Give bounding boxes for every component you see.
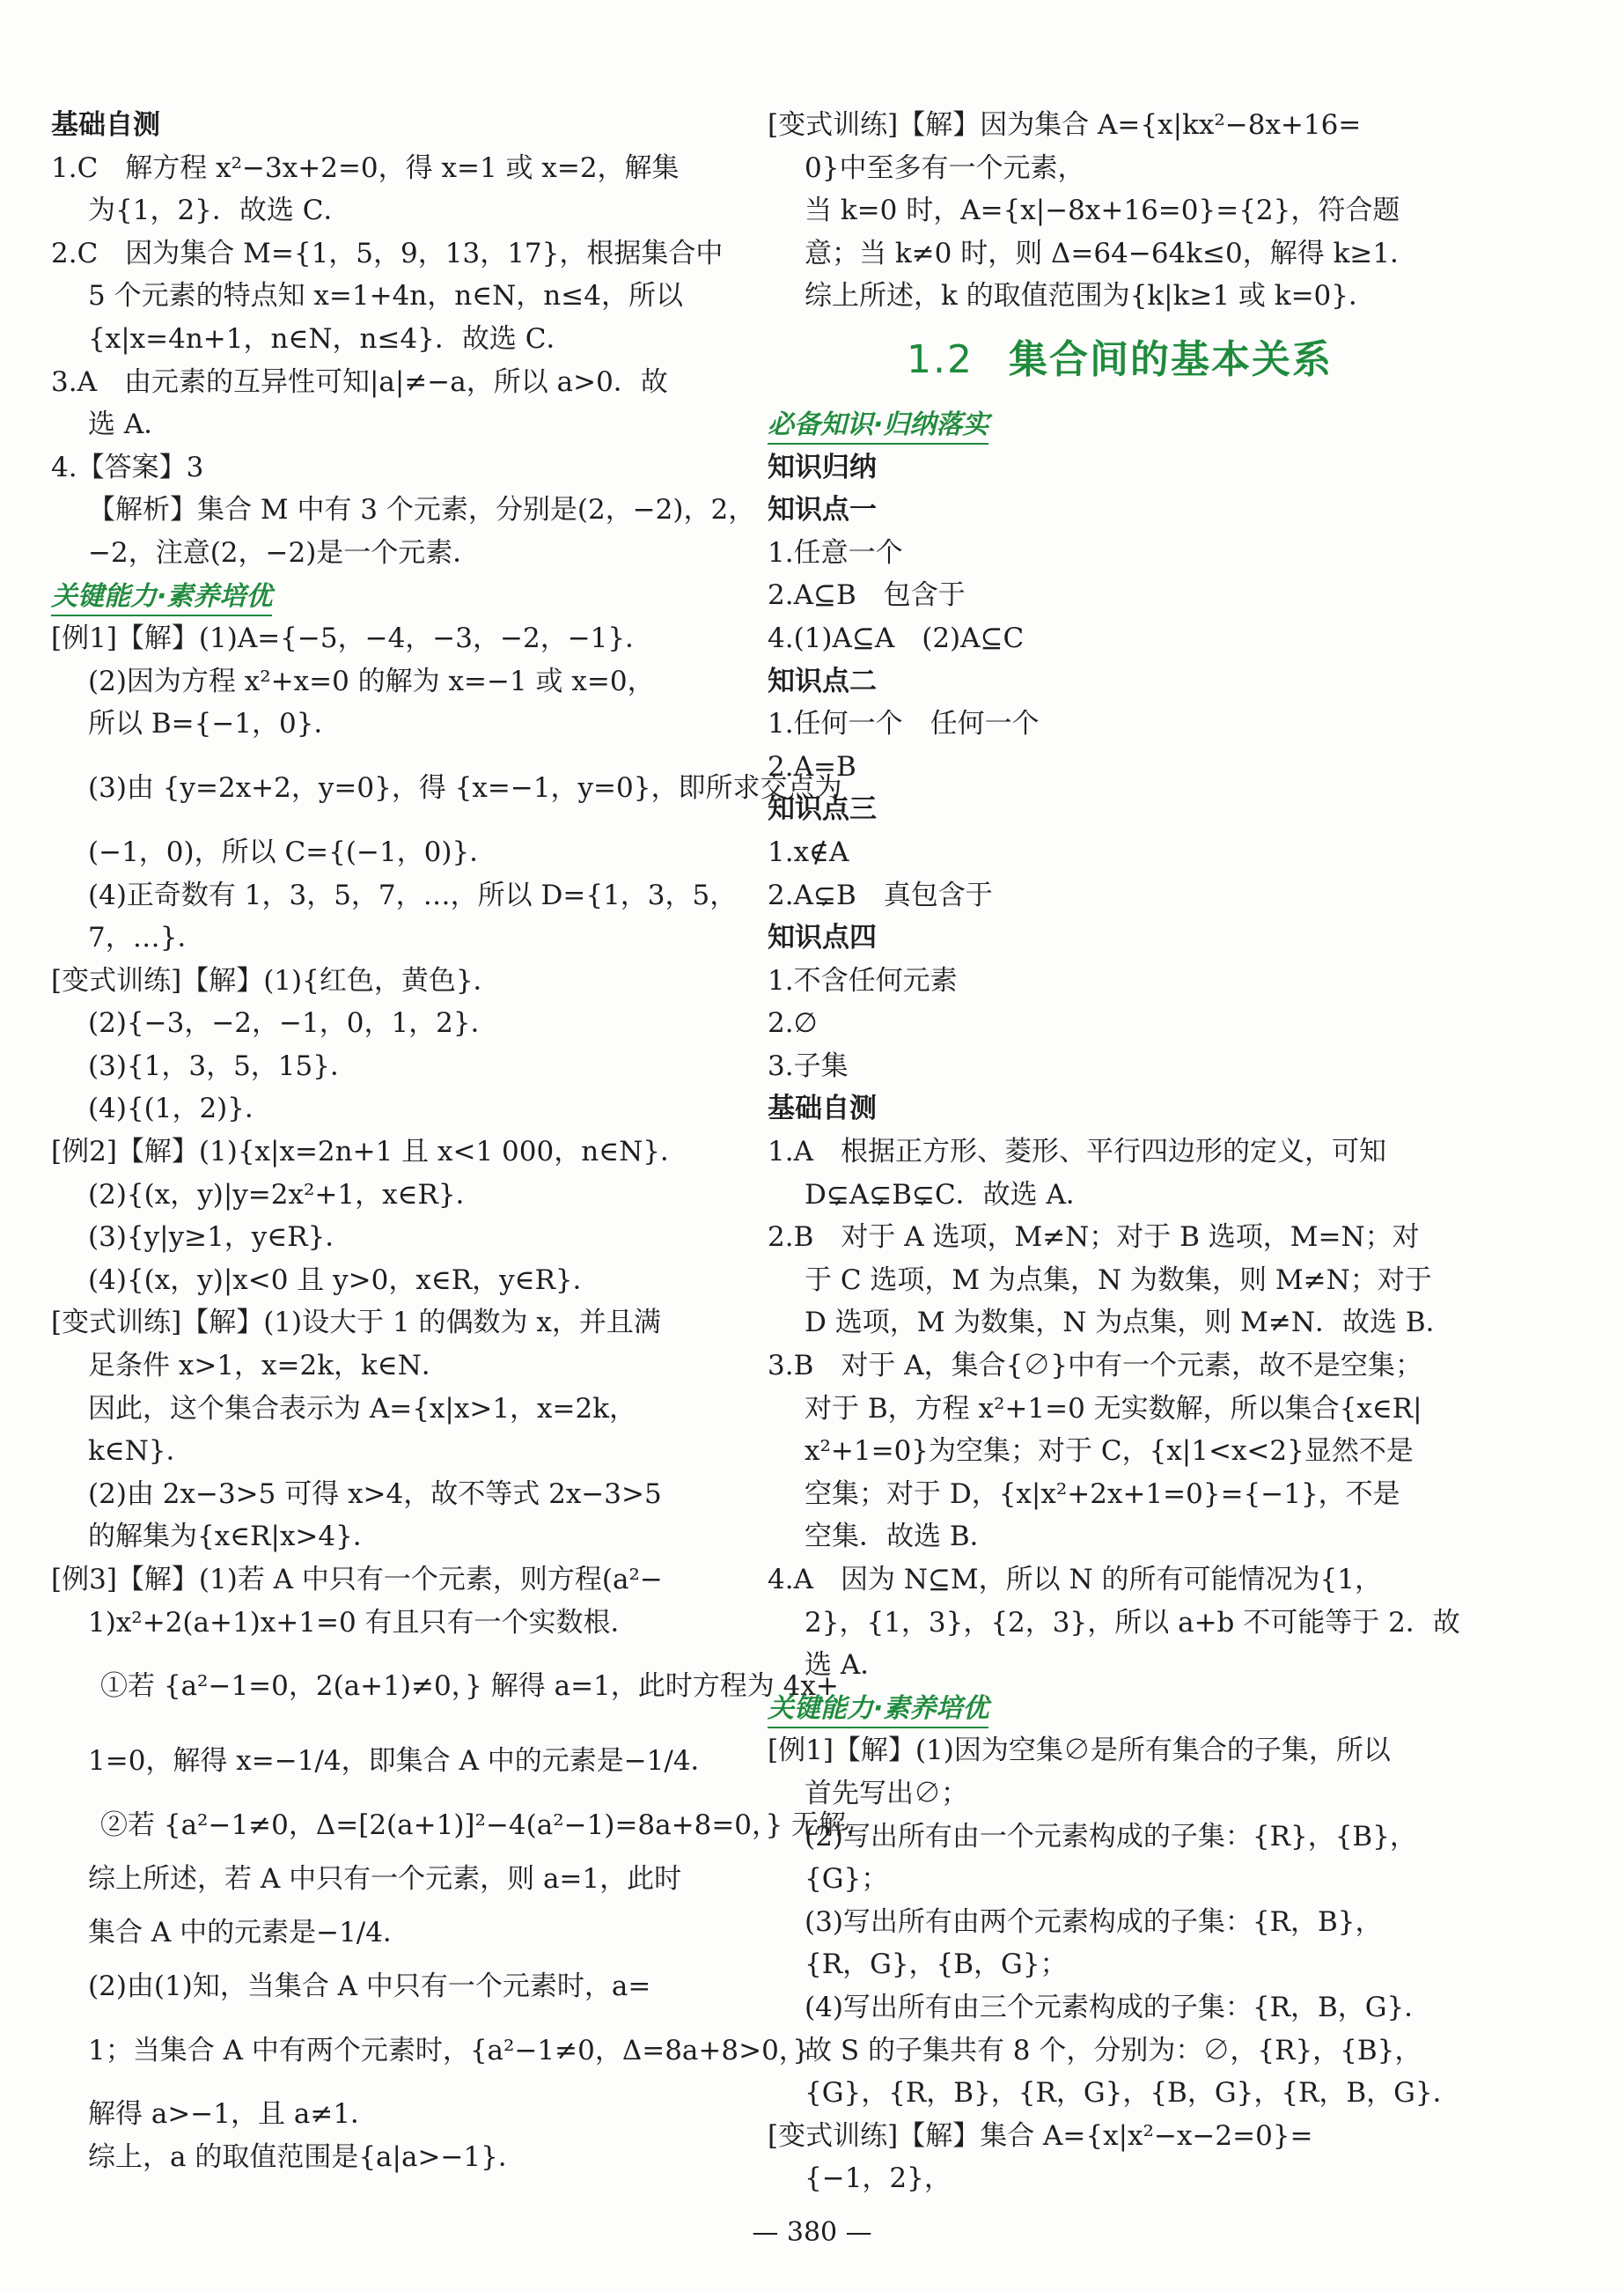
text-line: 综上所述，若 A 中只有一个元素，则 a=1，此时 [88, 1863, 682, 1896]
text-line: (4){(1，2)}． [88, 1093, 272, 1125]
text-line: k∈N}． [88, 1435, 194, 1468]
text-line: 足条件 x>1，x=2k，k∈N． [88, 1350, 449, 1382]
text-line: 2.B 对于 A 选项，M≠N；对于 B 选项，M=N；对 [768, 1221, 1420, 1254]
text-line: 1.x∉A [768, 836, 849, 868]
text-line: (4){(x，y)|x<0 且 y>0，x∈R，y∈R}． [88, 1263, 600, 1296]
chapter-title [768, 318, 1472, 403]
text-line: 7，…}． [88, 922, 205, 954]
text-line: 3.子集 [768, 1050, 849, 1082]
text-line: 4.(1)A⊆A (2)A⊆C [768, 622, 1025, 654]
text-line: [例1]【解】(1)因为空集∅是所有集合的子集，所以 [768, 1735, 1391, 1767]
text-line: 因此，这个集合表示为 A={x|x>1，x=2k， [88, 1392, 637, 1425]
text-line: [变式训练]【解】(1){红色，黄色}． [51, 964, 501, 997]
chapter-number: 1.2 [907, 337, 974, 383]
text-line: ①若 {a²−1=0，2(a+1)≠0，} 解得 a=1，此时方程为 4x+ [100, 1670, 839, 1703]
text-line: 1.C 解方程 x²−3x+2=0，得 x=1 或 x=2，解集 [51, 151, 680, 184]
text-line: [变式训练]【解】因为集合 A={x|kx²−8x+16= [768, 109, 1362, 141]
text-line: (4)正奇数有 1，3，5，7，…，所以 D={1，3，5， [88, 879, 738, 911]
subheading: 知识点四 [768, 922, 877, 954]
page-number: — 380 — [752, 2217, 872, 2248]
text-line: {G}，{R，B}，{R，G}，{B，G}，{R，B，G}． [805, 2077, 1460, 2110]
text-line: (3){1，3，5，15}． [88, 1050, 357, 1082]
text-line: 解得 a>−1，且 a≠1． [88, 2098, 378, 2131]
text-line: −2，注意(2，−2)是一个元素． [88, 536, 481, 569]
subheading: 知识点二 [768, 665, 877, 697]
subheading: 基础自测 [51, 109, 160, 141]
section-heading: 必备知识·归纳落实 [768, 408, 988, 445]
section-heading: 关键能力·素养培优 [768, 1691, 988, 1728]
subheading: 知识点一 [768, 494, 877, 527]
text-line: 综上，a 的取值范围是{a|a>−1}． [88, 2140, 525, 2173]
text-line: 选 A． [805, 1649, 888, 1682]
text-line: [例2]【解】(1){x|x=2n+1 且 x<1 000，n∈N}． [51, 1136, 687, 1168]
text-line: 集合 A 中的元素是−1/4． [88, 1916, 410, 1948]
text-line: (2)因为方程 x²+x=0 的解为 x=−1 或 x=0， [88, 665, 655, 697]
right-column [768, 104, 1472, 2200]
text-line: 空集；对于 D，{x|x²+2x+1=0}={−1}，不是 [805, 1477, 1400, 1510]
text-line: (−1，0)，所以 C={(−1，0)}． [88, 836, 497, 868]
text-line: 2.A=B [768, 750, 856, 783]
text-line: 对于 B，方程 x²+1=0 无实数解，所以集合{x∈R| [805, 1392, 1422, 1425]
text-line: {G}； [805, 1863, 889, 1896]
text-line: 5 个元素的特点知 x=1+4n，n∈N，n≤4，所以 [88, 280, 683, 313]
text-line: D⊊A⊊B⊊C．故选 A． [805, 1178, 1093, 1211]
text-line: 1；当集合 A 中有两个元素时，{a²−1≠0，Δ=8a+8>0，} [88, 2034, 811, 2066]
text-line: 故 S 的子集共有 8 个，分别为：∅，{R}，{B}， [805, 2034, 1422, 2066]
text-line: 4.A 因为 N⊆M，所以 N 的所有可能情况为{1， [768, 1564, 1382, 1595]
text-line: 0}中至多有一个元素， [805, 151, 1085, 184]
text-line: 于 C 选项，M 为点集，N 为数集，则 M≠N；对于 [805, 1263, 1432, 1296]
text-line: 的解集为{x∈R|x>4}． [88, 1521, 380, 1553]
text-line: (3)由 {y=2x+2，y=0}，得 {x=−1，y=0}，即所求交点为 [88, 772, 842, 805]
text-line: 1)x²+2(a+1)x+1=0 有且只有一个实数根． [88, 1606, 638, 1639]
text-line: 当 k=0 时，A={x|−8x+16=0}={2}，符合题 [805, 195, 1400, 227]
text-line: 首先写出∅； [805, 1777, 968, 1809]
text-line: 选 A． [88, 409, 172, 441]
text-line: 1.不含任何元素 [768, 964, 958, 997]
text-line: [变式训练]【解】集合 A={x|x²−x−2=0}= [768, 2119, 1313, 2152]
text-line: (2){−3，−2，−1，0，1，2}． [88, 1007, 498, 1040]
text-line: 为{1，2}．故选 C． [88, 195, 351, 227]
text-line: 综上所述，k 的取值范围为{k|k≥1 或 k=0}． [805, 280, 1376, 313]
text-line: (4)写出所有由三个元素构成的子集：{R，B，G}． [805, 1991, 1432, 2023]
text-line: 【解析】集合 M 中有 3 个元素，分别是(2，−2)，2， [88, 494, 756, 527]
subheading: 知识归纳 [768, 451, 877, 483]
section-heading-row [768, 403, 1472, 446]
text-line: 3.B 对于 A，集合{∅}中有一个元素，故不是空集； [768, 1350, 1423, 1382]
text-line: (2)写出所有由一个元素构成的子集：{R}，{B}， [805, 1820, 1417, 1853]
text-line: 1=0，解得 x=−1/4，即集合 A 中的元素是−1/4． [88, 1745, 718, 1778]
text-line: 1.A 根据正方形、菱形、平行四边形的定义，可知 [768, 1136, 1386, 1168]
subheading: 知识点三 [768, 793, 877, 826]
section-heading-row [768, 1687, 1472, 1730]
text-line: (2)由 2x−3>5 可得 x>4，故不等式 2x−3>5 [88, 1477, 662, 1510]
text-line: 意；当 k≠0 时，则 Δ=64−64k≤0，解得 k≥1． [805, 237, 1418, 269]
text-line: 1.任意一个 [768, 536, 903, 569]
text-line: 2}，{1，3}，{2，3}，所以 a+b 不可能等于 2．故 [805, 1606, 1460, 1639]
text-line: 2.C 因为集合 M={1，5，9，13，17}，根据集合中 [51, 237, 724, 269]
text-line: {x|x=4n+1，n∈N，n≤4}．故选 C． [88, 322, 574, 355]
text-line: 3.A 由元素的互异性可知|a|≠−a，所以 a>0．故 [51, 365, 668, 398]
text-line: 4.【答案】3 [51, 451, 204, 483]
text-line: 空集．故选 B． [805, 1521, 997, 1553]
text-line: (3){y|y≥1，y∈R}． [88, 1221, 353, 1254]
text-line: x²+1=0}为空集；对于 C，{x|1<x<2}显然不是 [805, 1435, 1414, 1468]
subheading: 基础自测 [768, 1093, 877, 1125]
text-line: (2)由(1)知，当集合 A 中只有一个元素时，a= [88, 1970, 651, 2002]
text-line: 2.∅ [768, 1007, 818, 1040]
text-line: {−1，2}， [805, 2162, 952, 2195]
section-heading-row [51, 575, 755, 618]
text-line: 2.A⊊B 真包含于 [768, 879, 993, 911]
text-line: ②若 {a²−1≠0，Δ=[2(a+1)]²−4(a²−1)=8a+8=0，} 无解． [100, 1809, 874, 1842]
text-line: [例1]【解】(1)A={−5，−4，−3，−2，−1}． [51, 622, 653, 655]
text-line: D 选项，M 为数集，N 为点集，则 M≠N．故选 B． [805, 1307, 1453, 1339]
text-line: (3)写出所有由两个元素构成的子集：{R，B}， [805, 1905, 1383, 1938]
text-line: 1.任何一个 任何一个 [768, 708, 1040, 740]
text-line: [变式训练]【解】(1)设大于 1 的偶数为 x，并且满 [51, 1307, 661, 1339]
text-line: (2){(x，y)|y=2x²+1，x∈R}． [88, 1178, 483, 1211]
text-line: [例3]【解】(1)若 A 中只有一个元素，则方程(a²− [51, 1564, 663, 1595]
chapter-heading: 集合间的基本关系 [1008, 337, 1333, 383]
text-line: {R，G}，{B，G}； [805, 1948, 1068, 1981]
section-heading: 关键能力·素养培优 [51, 579, 272, 616]
text-line: 所以 B={−1，0}． [88, 708, 342, 740]
text-line: 2.A⊆B 包含于 [768, 579, 966, 612]
